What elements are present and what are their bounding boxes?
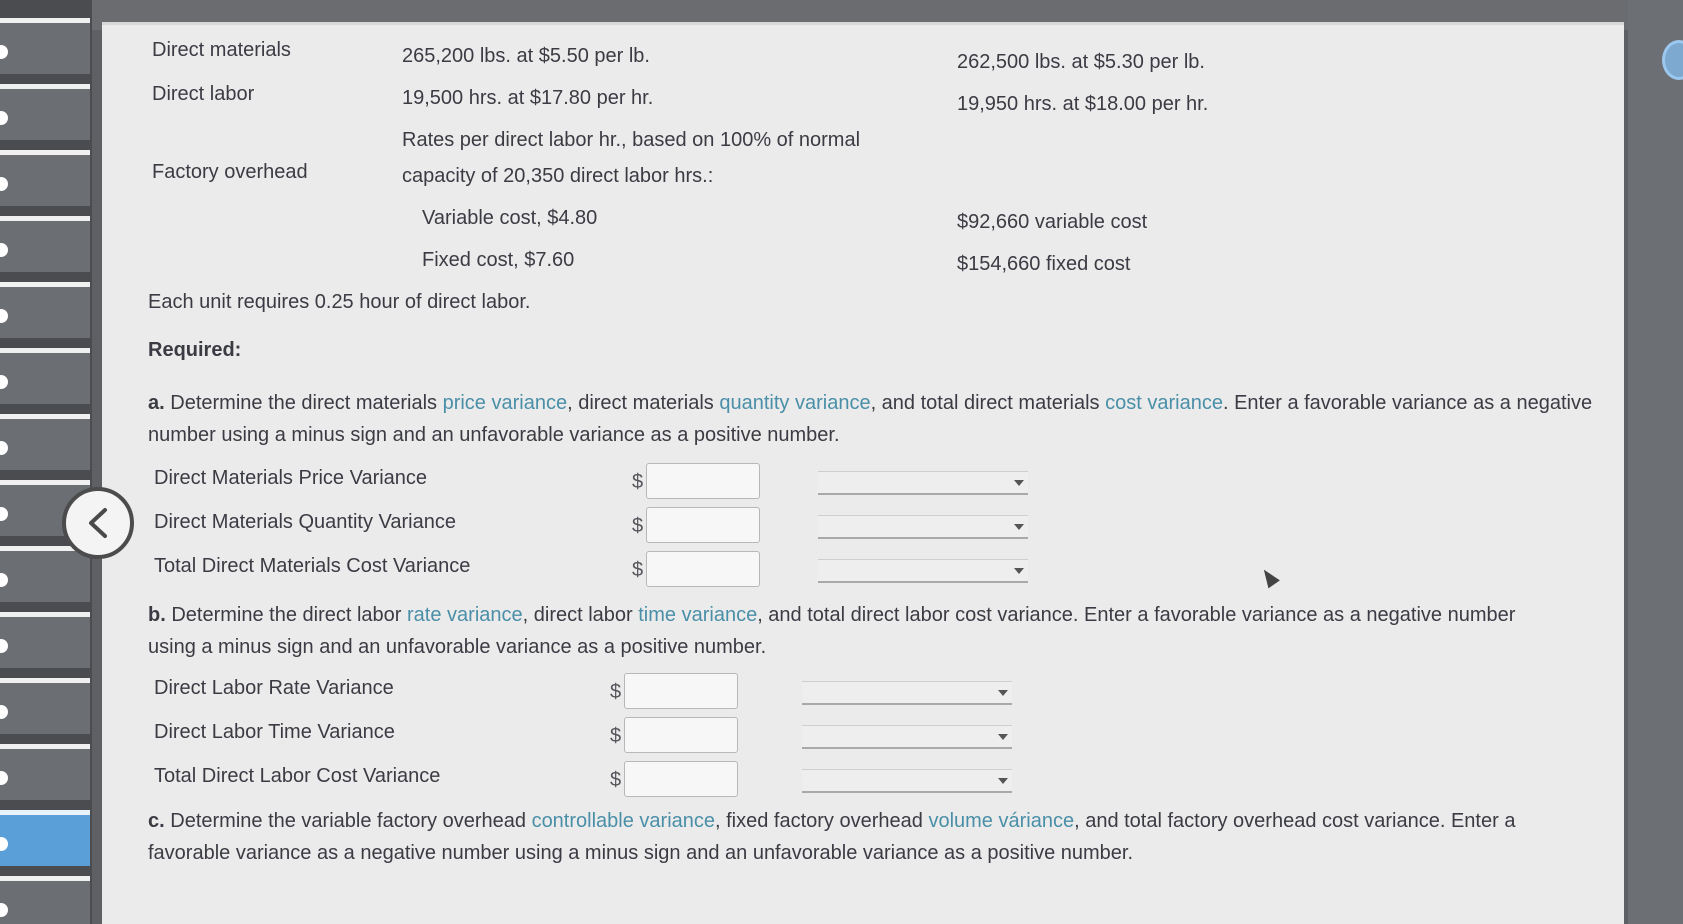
overhead-rate-line-1: Rates per direct labor hr., based on 100% of normal	[402, 129, 861, 151]
nav-dot-icon	[0, 441, 8, 455]
dm-total-cost-variance-select[interactable]	[818, 559, 1028, 583]
overhead-rate-line-2: capacity of 20,350 direct labor hrs.:	[402, 165, 714, 187]
nav-dot-icon	[0, 111, 8, 125]
question-nav-item[interactable]	[0, 678, 90, 734]
standard-fixed-cost: Fixed cost, $7.60	[422, 249, 575, 271]
link-time-variance[interactable]: time variance	[638, 604, 758, 626]
question-nav-item[interactable]	[0, 414, 90, 470]
nav-dot-icon	[0, 375, 8, 389]
currency-symbol: $	[632, 559, 644, 581]
dm-price-variance-input[interactable]	[646, 463, 760, 499]
currency-symbol: $	[632, 515, 644, 537]
nav-dot-icon	[0, 573, 8, 587]
actual-variable-cost: $92,660 variable cost	[957, 211, 1148, 233]
chevron-down-icon	[998, 734, 1008, 740]
nav-dot-icon	[0, 705, 8, 719]
part-c-text-3: , and total factory overhead cost variance. Enter a favorable variance as a negative number using a minus sign and an unfavorable variance as a positive number.	[148, 810, 1516, 864]
nav-dot-icon	[0, 903, 8, 917]
link-cost-variance[interactable]: cost variance	[1105, 392, 1223, 414]
part-a-text-1: Determine the direct materials	[170, 392, 443, 414]
part-a-text-4: . Enter a favorable variance as a negative number using a minus sign and an unfavorable variance as a positive number.	[148, 392, 1593, 446]
nav-dot-icon	[0, 639, 8, 653]
chevron-left-icon	[83, 506, 113, 540]
nav-dot-icon	[0, 243, 8, 257]
standard-direct-labor: 19,500 hrs. at $17.80 per hr.	[402, 87, 654, 109]
currency-symbol: $	[610, 681, 622, 703]
question-nav-item[interactable]	[0, 348, 90, 404]
link-rate-variance[interactable]: rate variance	[407, 604, 523, 626]
question-nav-item-active[interactable]	[0, 810, 90, 866]
currency-symbol: $	[632, 471, 644, 493]
dm-quantity-variance-select[interactable]	[818, 515, 1028, 539]
question-nav-strip	[0, 0, 92, 924]
dl-total-cost-variance-input[interactable]	[624, 761, 738, 797]
dl-time-variance-label: Direct Labor Time Variance	[154, 721, 395, 743]
part-b-instructions	[148, 599, 1568, 663]
nav-dot-icon	[0, 771, 8, 785]
nav-dot-icon	[0, 45, 8, 59]
part-c-prefix: c.	[148, 810, 165, 832]
chevron-down-icon	[998, 778, 1008, 784]
question-nav-item[interactable]	[0, 546, 90, 602]
right-edge	[1628, 0, 1683, 924]
question-nav-item[interactable]	[0, 150, 90, 206]
question-nav-item[interactable]	[0, 84, 90, 140]
part-c-instructions	[148, 805, 1588, 869]
actual-direct-materials: 262,500 lbs. at $5.30 per lb.	[957, 51, 1205, 73]
part-c-text-2: , fixed factory overhead	[715, 810, 929, 832]
unit-note: Each unit requires 0.25 hour of direct labor.	[148, 291, 531, 313]
question-nav-item[interactable]	[0, 18, 90, 74]
chevron-down-icon	[1014, 480, 1024, 486]
actual-direct-labor: 19,950 hrs. at $18.00 per hr.	[957, 93, 1209, 115]
row-label-direct-labor: Direct labor	[152, 83, 255, 105]
currency-symbol: $	[610, 725, 622, 747]
nav-dot-icon	[0, 177, 8, 191]
link-controllable-variance[interactable]: controllable variance	[531, 810, 715, 832]
part-b-text-2: , direct labor	[522, 604, 639, 626]
dl-time-variance-select[interactable]	[802, 725, 1012, 749]
question-nav-item[interactable]	[0, 876, 90, 924]
part-c-text-1: Determine the variable factory overhead	[170, 810, 532, 832]
row-label-factory-overhead: Factory overhead	[152, 161, 308, 183]
currency-symbol: $	[610, 769, 622, 791]
dl-rate-variance-input[interactable]	[624, 673, 738, 709]
row-label-direct-materials: Direct materials	[152, 39, 291, 61]
dl-rate-variance-label: Direct Labor Rate Variance	[154, 677, 394, 699]
part-a-text-3: , and total direct materials	[870, 392, 1106, 414]
dm-total-cost-variance-input[interactable]	[646, 551, 760, 587]
part-a-prefix: a.	[148, 392, 165, 414]
part-b-text-1: Determine the direct labor	[171, 604, 408, 626]
question-panel	[102, 22, 1624, 924]
dm-quantity-variance-input[interactable]	[646, 507, 760, 543]
part-b-prefix: b.	[148, 604, 166, 626]
nav-dot-icon	[0, 837, 8, 851]
chevron-down-icon	[1014, 568, 1024, 574]
dl-total-cost-variance-select[interactable]	[802, 769, 1012, 793]
question-nav-item[interactable]	[0, 612, 90, 668]
dm-quantity-variance-label: Direct Materials Quantity Variance	[154, 511, 456, 533]
dm-price-variance-label: Direct Materials Price Variance	[154, 467, 428, 489]
link-quantity-variance[interactable]: quantity variance	[719, 392, 871, 414]
dl-total-cost-variance-label: Total Direct Labor Cost Variance	[154, 765, 441, 787]
back-button[interactable]	[62, 487, 134, 559]
required-heading: Required:	[148, 339, 242, 361]
dl-time-variance-input[interactable]	[624, 717, 738, 753]
part-b-text-3: , and total direct labor cost variance. Enter a favorable variance as a negative number using a minus sign and an unfavorable variance as a positive number.	[148, 604, 1516, 658]
standard-direct-materials: 265,200 lbs. at $5.50 per lb.	[402, 45, 650, 67]
nav-dot-icon	[0, 507, 8, 521]
question-nav-item[interactable]	[0, 744, 90, 800]
question-nav-item[interactable]	[0, 282, 90, 338]
link-price-variance[interactable]: price variance	[442, 392, 568, 414]
standard-variable-cost: Variable cost, $4.80	[422, 207, 598, 229]
dl-rate-variance-select[interactable]	[802, 681, 1012, 705]
chevron-down-icon	[998, 690, 1008, 696]
question-nav-item[interactable]	[0, 216, 90, 272]
link-volume-variance[interactable]: volume váriance	[928, 810, 1075, 832]
actual-fixed-cost: $154,660 fixed cost	[957, 253, 1131, 275]
dm-total-cost-variance-label: Total Direct Materials Cost Variance	[154, 555, 471, 577]
chevron-down-icon	[1014, 524, 1024, 530]
dm-price-variance-select[interactable]	[818, 471, 1028, 495]
part-a-instructions	[148, 387, 1608, 451]
part-a-text-2: , direct materials	[567, 392, 720, 414]
nav-dot-icon	[0, 309, 8, 323]
